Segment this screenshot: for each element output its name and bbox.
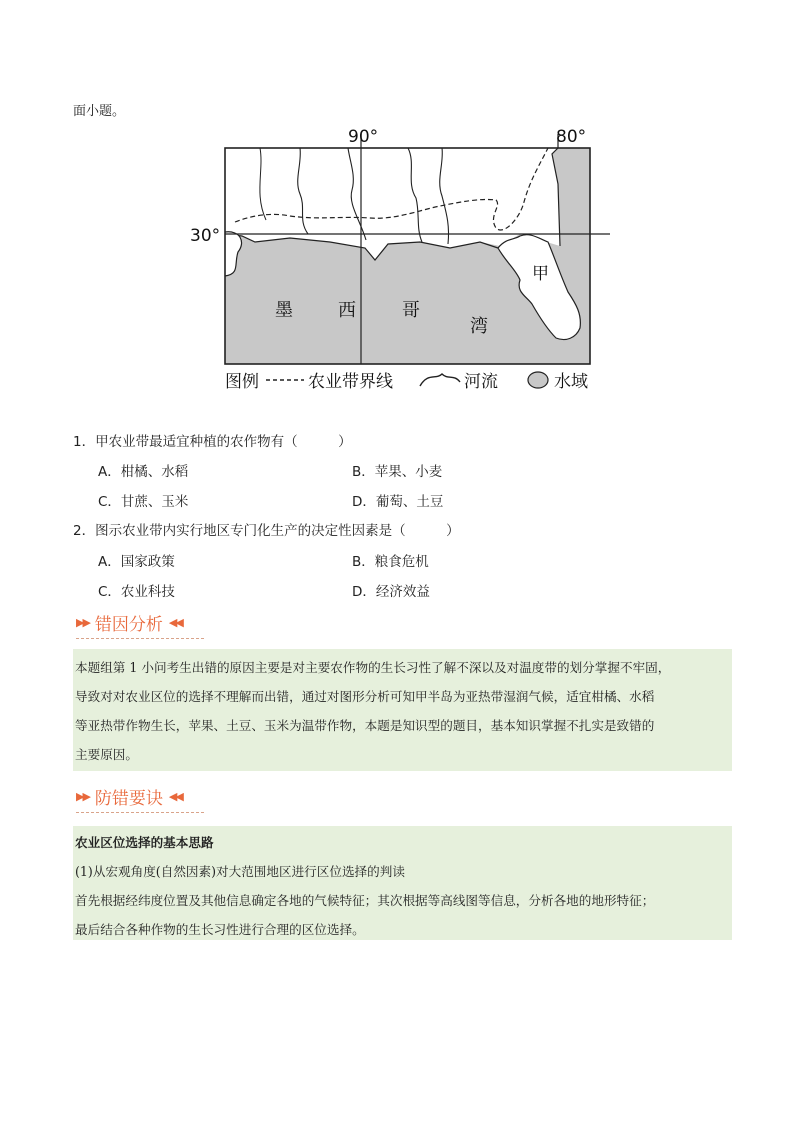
river-3 [408,148,422,242]
question-2-option-d[interactable]: D．经济效益 [352,584,430,600]
arrow-left-icon: ◀◀ [168,789,182,803]
arrow-right-icon: ▶▶ [76,615,89,629]
place-label-jia: 甲 [532,264,549,284]
legend-water-symbol [528,372,548,388]
prevention-line-3: 最后结合各种作物的生长习性进行合理的区位选择。 [75,922,365,937]
question-1-option-a[interactable]: A．柑橘、水稻 [98,464,189,480]
gulf-char-4: 湾 [470,316,488,337]
arrow-right-icon: ▶▶ [76,789,89,803]
section-prevention-title: 防错要诀 [94,788,163,809]
legend-river: 河流 [464,372,498,392]
question-1-option-d[interactable]: D．葡萄、土豆 [352,494,444,510]
river-5 [260,148,266,220]
section-error-analysis-header [76,608,204,636]
question-1-stem: 1．甲农业带最适宜种植的农作物有（ ） [73,434,352,450]
legend-water: 水域 [554,372,588,392]
intro-text: 面小题。 [73,104,126,119]
section-error-analysis-title: 错因分析 [94,614,163,635]
prevention-heading: 农业区位选择的基本思路 [75,835,214,850]
error-analysis-line-4: 主要原因。 [75,747,138,762]
legend-agri-boundary: 农业带界线 [308,372,393,392]
question-1-option-b[interactable]: B．苹果、小麦 [352,464,443,480]
error-analysis-line-3: 等亚热带作物生长，苹果、土豆、玉米为温带作物，本题是知识型的题目，基本知识掌握不扎实是致错的 [75,718,655,733]
lon-label-90: 90° [348,127,379,147]
arrow-left-icon: ◀◀ [168,615,182,629]
gulf-char-1: 墨 [275,300,293,321]
error-analysis-line-1: 本题组第 1 小问考生出错的原因主要是对主要农作物的生长习性了解不深以及对温度带的划分掌握不牢固， [75,660,671,675]
section-prevention-header [76,782,204,810]
river-4 [440,148,449,244]
prevention-box [73,826,732,940]
question-1-option-c[interactable]: C．甘蔗、玉米 [98,494,189,510]
river-1 [298,148,308,234]
question-2-option-b[interactable]: B．粮食危机 [352,554,429,570]
question-2-stem: 2．图示农业带内实行地区专门化生产的决定性因素是（ ） [73,523,460,539]
question-2-option-c[interactable]: C．农业科技 [98,584,175,600]
agri-boundary-line [235,148,548,230]
prevention-line-1: (1)从宏观角度(自然因素)对大范围地区进行区位选择的判读 [75,864,405,879]
gulf-char-2: 西 [338,300,356,321]
river-2 [348,148,366,240]
gulf-char-3: 哥 [402,300,420,321]
error-analysis-box [73,649,732,771]
legend-title: 图例 [225,372,259,392]
legend-river-symbol [420,374,460,386]
error-analysis-line-2: 导致对对农业区位的选择不理解而出错，通过对图形分析可知甲半岛为亚热带湿润气候，适宜柑橘、水稻 [75,689,655,704]
lat-label-30: 30° [190,226,221,246]
question-2-option-a[interactable]: A．国家政策 [98,554,175,570]
map-figure [180,124,620,394]
lon-label-80: 80° [556,127,587,147]
prevention-line-2: 首先根据经纬度位置及其他信息确定各地的气候特征；其次根据等高线图等信息，分析各地的地形特征； [75,893,655,908]
